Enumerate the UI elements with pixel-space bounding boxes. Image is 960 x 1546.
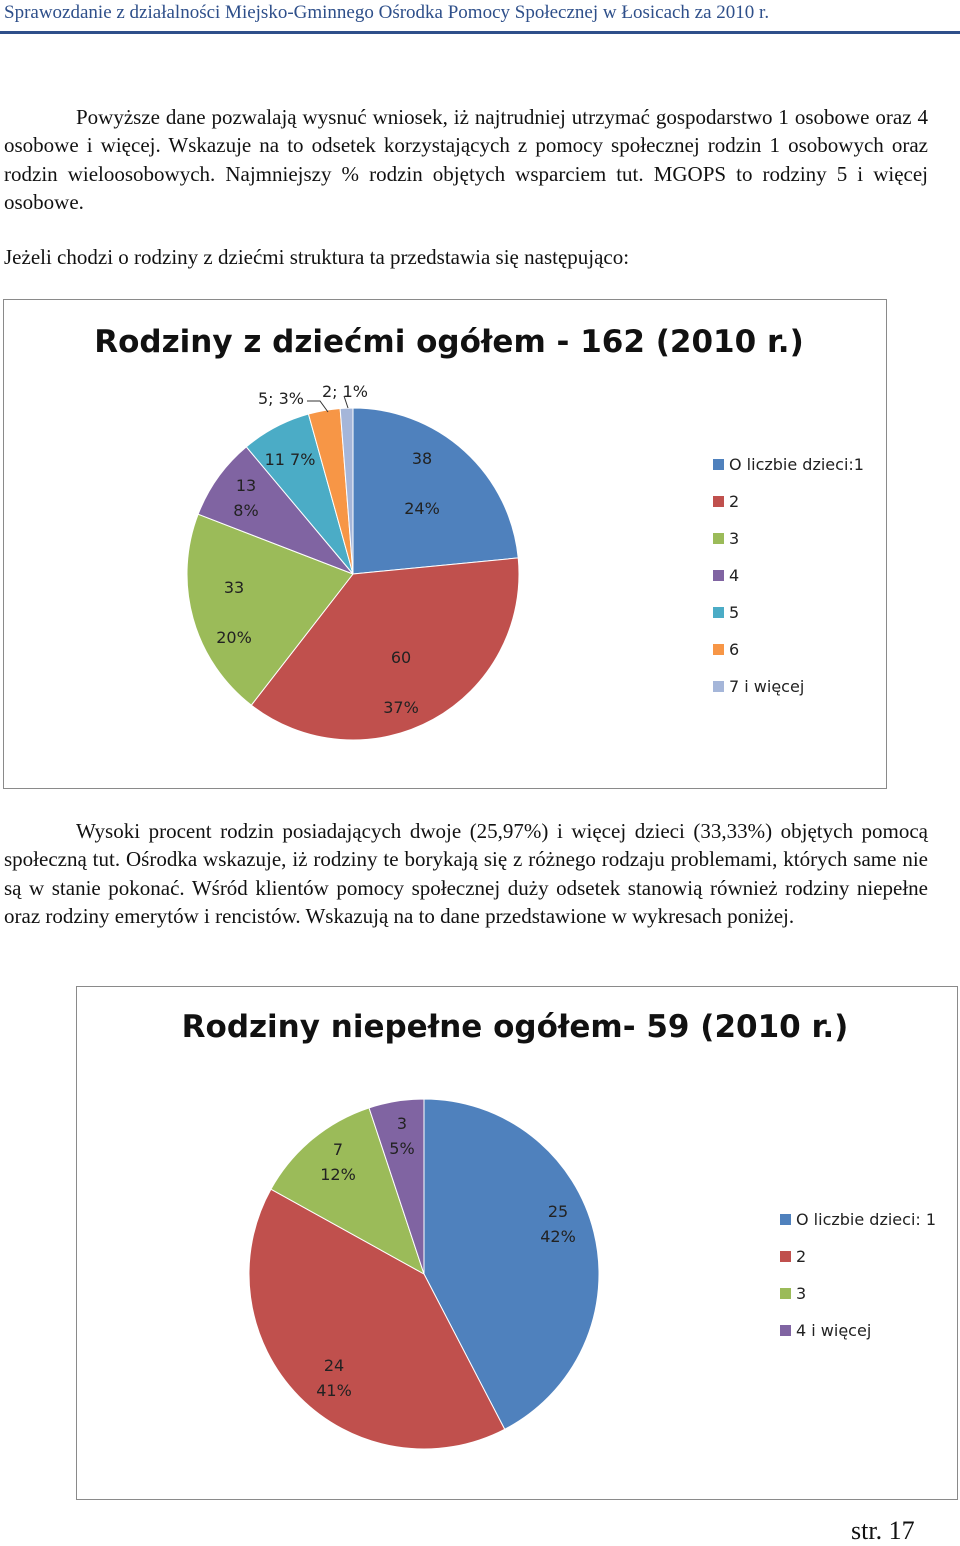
chart-single-parent-families [76, 986, 958, 1500]
chart1-value-label-3: 33 [223, 578, 245, 597]
chart2-legend-swatch-1 [780, 1214, 791, 1225]
chart1-legend-swatch-1 [713, 459, 724, 470]
chart2-legend-label-3: 3 [796, 1284, 807, 1303]
chart1-legend-swatch-3 [713, 533, 724, 544]
chart2-legend-label-2: 2 [796, 1247, 807, 1266]
chart1-slice-1 [353, 408, 518, 574]
header-rule [0, 31, 960, 34]
chart-single-parent-families-svg [77, 987, 957, 1499]
chart1-legend-swatch-7 [713, 681, 724, 692]
chart1-legend-label-4: 4 [729, 566, 740, 585]
chart1-legend-swatch-4 [713, 570, 724, 581]
chart2-legend-swatch-4 [780, 1325, 791, 1336]
paragraph-households [4, 103, 928, 217]
chart1-value-label-6: 5; 3% [257, 389, 305, 408]
chart2-value-label-4: 3 [396, 1114, 408, 1133]
chart1-title: Rodziny z dziećmi ogółem - 162 (2010 r.) [94, 324, 804, 360]
chart2-legend-swatch-3 [780, 1288, 791, 1299]
chart2-value-label-2: 24 [323, 1356, 345, 1375]
chart1-legend-label-6: 6 [729, 640, 740, 659]
chart-families-with-children [3, 299, 887, 789]
chart2-legend-swatch-2 [780, 1251, 791, 1262]
paragraph-analysis [4, 817, 928, 931]
chart2-percent-label-1: 42% [540, 1227, 576, 1246]
chart1-percent-label-4: 8% [233, 501, 259, 520]
paragraph-households-text: Powyższe dane pozwalają wysnuć wniosek, iż najtrudniej utrzymać gospodarstwo 1 osobowe oraz 4 osobowe i więcej. Wskazuje na to odsetek korzystających z pomocy społecznej rodzin 1 osobowych oraz rodzin wieloosobowych. Najmniejszy % rodzin objętych wsparciem tut. MGOPS to rodziny 5 i więcej osobowe. [4, 105, 928, 215]
chart1-value-label-1: 38 [411, 449, 433, 468]
chart2-value-label-1: 25 [547, 1202, 569, 1221]
chart1-value-label-5: 11 7% [264, 450, 316, 469]
chart2-legend-label-1: O liczbie dzieci: 1 [796, 1210, 937, 1229]
chart1-legend-label-1: O liczbie dzieci:1 [729, 455, 864, 474]
chart2-value-label-3: 7 [332, 1140, 344, 1159]
paragraph-analysis-text: Wysoki procent rodzin posiadających dwoje (25,97%) i więcej dzieci (33,33%) objętych pomocą społeczną tut. Ośrodka wskazuje, iż rodziny te borykają się z różnego rodzaju problemami, których same nie są w stanie pokonać. Wśród klientów pomocy społecznej duży odsetek stanowią również rodziny niepełne oraz rodziny emerytów i rencistów. Wskazują na to dane przedstawione w wykresach poniżej. [4, 819, 928, 929]
page-number: str. 17 [851, 1516, 915, 1545]
chart2-percent-label-2: 41% [316, 1381, 352, 1400]
chart1-value-label-7: 2; 1% [321, 382, 369, 401]
paragraph-intro: Jeżeli chodzi o rodziny z dziećmi struktura ta przedstawia się następująco: [4, 245, 630, 269]
chart2-title: Rodziny niepełne ogółem- 59 (2010 r.) [181, 1009, 849, 1045]
chart1-legend-swatch-6 [713, 644, 724, 655]
chart1-percent-label-2: 37% [383, 698, 419, 717]
chart1-value-label-4: 13 [235, 476, 257, 495]
chart1-legend-swatch-2 [713, 496, 724, 507]
chart1-legend-label-7: 7 i więcej [729, 677, 805, 696]
chart1-legend-label-5: 5 [729, 603, 740, 622]
chart1-legend-swatch-5 [713, 607, 724, 618]
chart1-percent-label-3: 20% [216, 628, 252, 647]
chart2-percent-label-4: 5% [389, 1139, 415, 1158]
chart1-percent-label-1: 24% [404, 499, 440, 518]
chart1-value-label-2: 60 [390, 648, 412, 667]
page-header: Sprawozdanie z działalności Miejsko-Gminnego Ośrodka Pomocy Społecznej w Łosicach za 2010 r. [4, 2, 770, 23]
chart2-percent-label-3: 12% [320, 1165, 356, 1184]
chart-families-with-children-svg [4, 300, 886, 788]
chart2-legend-label-4: 4 i więcej [796, 1321, 872, 1340]
chart1-legend-label-2: 2 [729, 492, 740, 511]
chart1-legend-label-3: 3 [729, 529, 740, 548]
